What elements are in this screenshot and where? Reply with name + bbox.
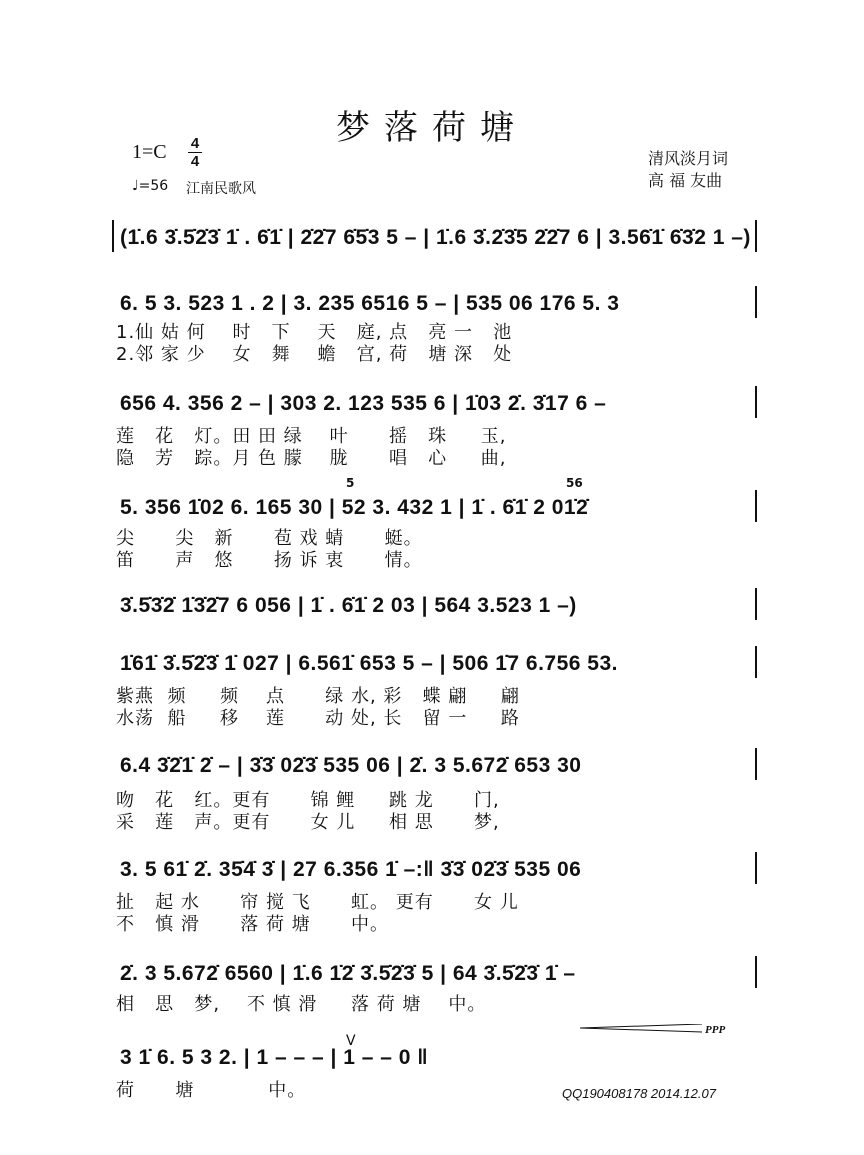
decrescendo-hairpin [580,1024,705,1036]
lyric-line: 笛 声 悠 扬 诉 衷 情。 [116,550,423,571]
notation-row [112,278,757,318]
dynamic-ppp: PPP [705,1024,726,1036]
notation-row [112,638,757,678]
barline [112,220,114,252]
notation-text: 3 1̇ 6. 5 3 2. | 1 – – – | 1 – – 0 ‖ [120,1046,429,1069]
lyric-line: 2.邻 家 少 女 舞 蟾 宫, 荷 塘 深 处 [116,344,513,365]
barline [755,220,757,252]
lyric-line: 紫燕 频 频 点 绿 水, 彩 蝶 翩 翩 [116,686,520,707]
notation-text: (1̇.6 3̇.5̇2̇3̇ 1̇ . 6̇1̇ | 2̇2̇7 6̇5̇3 5 – | 1̇.6 3̇.2̇3̇5 2̇2̇7 6 | 3.56̇1̇ 6̇3̇2 1 –) [120,226,751,249]
notation-row [112,212,757,252]
meter-bottom: 4 [190,153,200,170]
lyric-line: 莲 花 灯。田 田 绿 叶 摇 珠 玉, [116,426,507,447]
notation-row [112,740,757,780]
lyric-line: 扯 起 水 帘 搅 飞 虹。 更有 女 儿 [116,892,519,913]
barline [755,490,757,522]
credits [648,148,728,192]
barline [755,956,757,988]
notation-text: 3. 5 61̇ 2̇. 35̇4̇ 3̇ | 27 6.356 1̇ –:‖ 3̇3̇ 02̇3̇ 535 06 [120,858,582,881]
barline [755,588,757,620]
breath-mark: V [346,1033,356,1049]
style-marking: 江南民歌风 [186,181,256,197]
notation-text: 6. 5 3. 523 1 . 2 | 3. 235 6516 5 – | 535 06 176 5. 3 [120,292,620,315]
grace-note: 56 [566,476,583,490]
notation-text: 5. 356 1̇02 6. 165 30 | 52 3. 432 1 | 1̇ . 6̇1̇ 2 01̇2̇ [120,496,589,519]
notation-text: 656 4. 356 2 – | 303 2. 123 535 6 | 1̇03 2̇. 3̇17 6 – [120,392,607,415]
lyric-line: 不 慎 滑 落 荷 塘 中。 [116,914,389,935]
notation-row [112,482,757,522]
lyric-line: 1.仙 姑 何 时 下 天 庭, 点 亮 一 池 [116,322,513,343]
barline [755,286,757,318]
notation-text: 2̇. 3 5.672̇ 6560 | 1̇.6 1̇2̇ 3̇.5̇2̇3̇ 5 | 64 3̇.5̇2̇3̇ 1̇ – [120,962,576,985]
barline [755,852,757,884]
notation-row [112,948,757,988]
barline [755,748,757,780]
notation-row [112,378,757,418]
barline [755,646,757,678]
notation-row [112,844,757,884]
song-title: 梦落荷塘 [336,108,528,148]
time-signature [186,136,204,169]
notation-text: 1̇61̇ 3̇.5̇2̇3̇ 1̇ 027 | 6.561̇ 653 5 – | 506 1̇7 6.756 53. [120,652,618,675]
grace-note: 5 [346,476,355,490]
lyric-line: 荷 塘 中。 [116,1080,307,1101]
notation-text: 3̇.5̇3̇2̇ 1̇3̇2̇7 6 056 | 1̇ . 6̇1̇ 2 03 | 564 3.523 1 –) [120,594,577,617]
notation-text: 6.4 3̇2̇1̇ 2̇ – | 3̇3̇ 02̇3̇ 535 06 | 2̇. 3 5.672̇ 653 30 [120,754,582,777]
notation-row [112,1032,757,1072]
notation-row [112,580,757,620]
lyric-line: 水荡 船 移 莲 动 处, 长 留 一 路 [116,708,520,729]
lyricist: 清风淡月词 [648,149,729,168]
tempo-marking: ♩=56 [132,178,169,194]
lyric-line: 隐 芳 踪。月 色 朦 胧 唱 心 曲, [116,448,507,469]
barline [755,386,757,418]
footer-signature: QQ190408178 2014.12.07 [562,1086,716,1101]
composer: 高 福 友曲 [648,171,723,190]
lyric-line: 相 思 梦, 不 慎 滑 落 荷 塘 中。 [116,994,487,1015]
lyric-line: 尖 尖 新 苞 戏 蜻 蜓。 [116,528,423,549]
key-signature: 1=C [132,141,167,163]
meter-top: 4 [190,135,200,152]
lyric-line: 采 莲 声。更有 女 儿 相 思 梦, [116,812,500,833]
lyric-line: 吻 花 红。更有 锦 鲤 跳 龙 门, [116,790,500,811]
